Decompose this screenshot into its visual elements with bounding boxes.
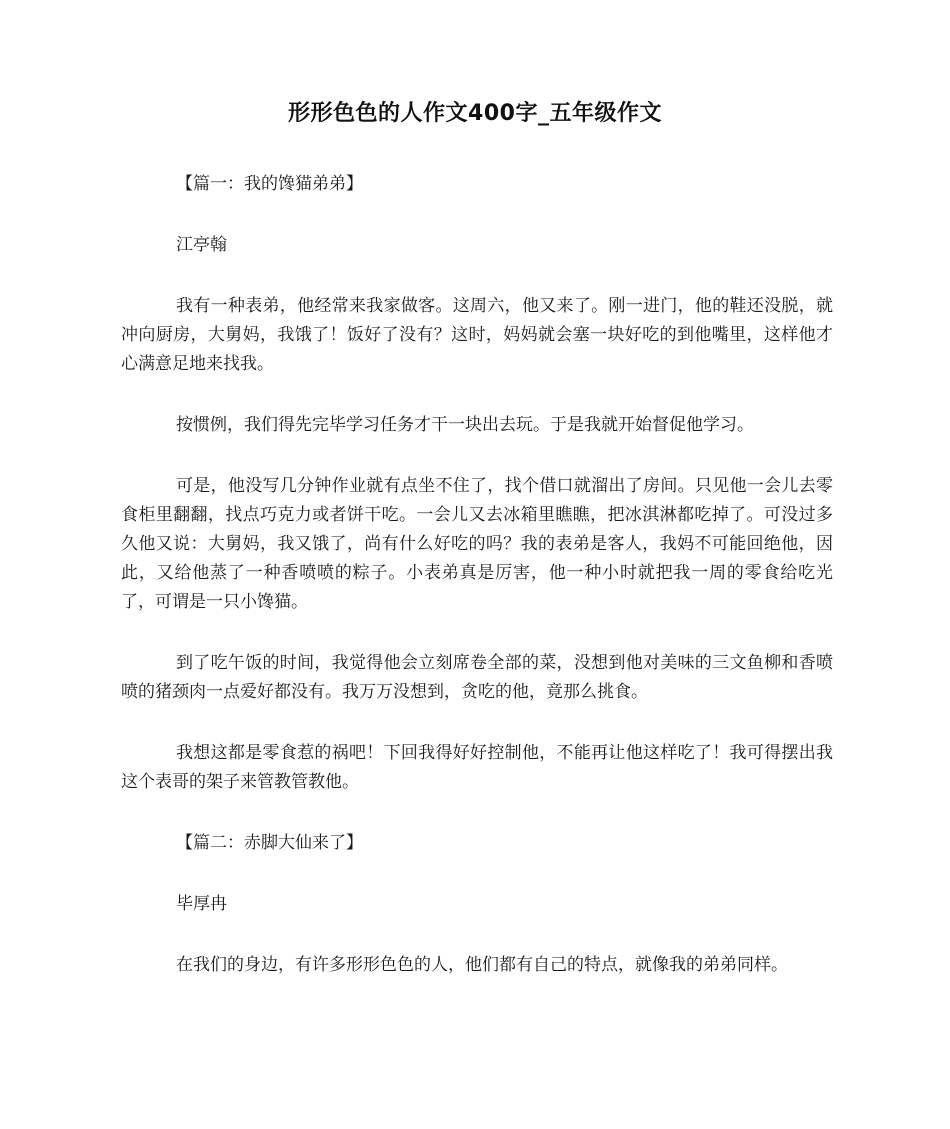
paragraph: 到了吃午饭的时间，我觉得他会立刻席卷全部的菜，没想到他对美味的三文鱼柳和香喷喷的猪颈肉一点爱好都没有。我万万没想到，贪吃的他，竟那么挑食。	[121, 653, 833, 702]
paragraph: 在我们的身边，有许多形形色色的人，他们都有自己的特点，就像我的弟弟同样。	[176, 955, 788, 975]
author-name-2: 毕厚冉	[176, 894, 227, 914]
section-heading-2: 【篇二：赤脚大仙来了】	[176, 833, 363, 853]
author-name-1: 江亭翰	[176, 235, 227, 255]
document-title: 形形色色的人作文400字_五年级作文	[288, 101, 662, 126]
paragraph: 可是，他没写几分钟作业就有点坐不住了，找个借口就溜出了房间。只见他一会儿去零食柜里翻翻，找点巧克力或者饼干吃。一会儿又去冰箱里瞧瞧，把冰淇淋都吃掉了。可没过多久他又说：大舅妈，我又饿了，尚有什么好吃的吗？我的表弟是客人，我妈不可能回绝他，因此，又给他蒸了一种香喷喷的粽子。小表弟真是厉害，他一种小时就把我一周的零食给吃光了，可谓是一只小馋猫。	[121, 476, 833, 612]
paragraph: 我想这都是零食惹的祸吧！下回我得好好控制他，不能再让他这样吃了！我可得摆出我这个表哥的架子来管教管教他。	[121, 743, 833, 792]
section-heading-1: 【篇一：我的馋猫弟弟】	[176, 174, 363, 194]
paragraph: 我有一种表弟，他经常来我家做客。这周六，他又来了。刚一进门，他的鞋还没脱，就冲向厨房，大舅妈，我饿了！饭好了没有？这时，妈妈就会塞一块好吃的到他嘴里，这样他才心满意足地来找我。	[121, 296, 833, 374]
document-body	[121, 170, 833, 1012]
paragraph: 按惯例，我们得先完毕学习任务才干一块出去玩。于是我就开始督促他学习。	[176, 415, 754, 435]
